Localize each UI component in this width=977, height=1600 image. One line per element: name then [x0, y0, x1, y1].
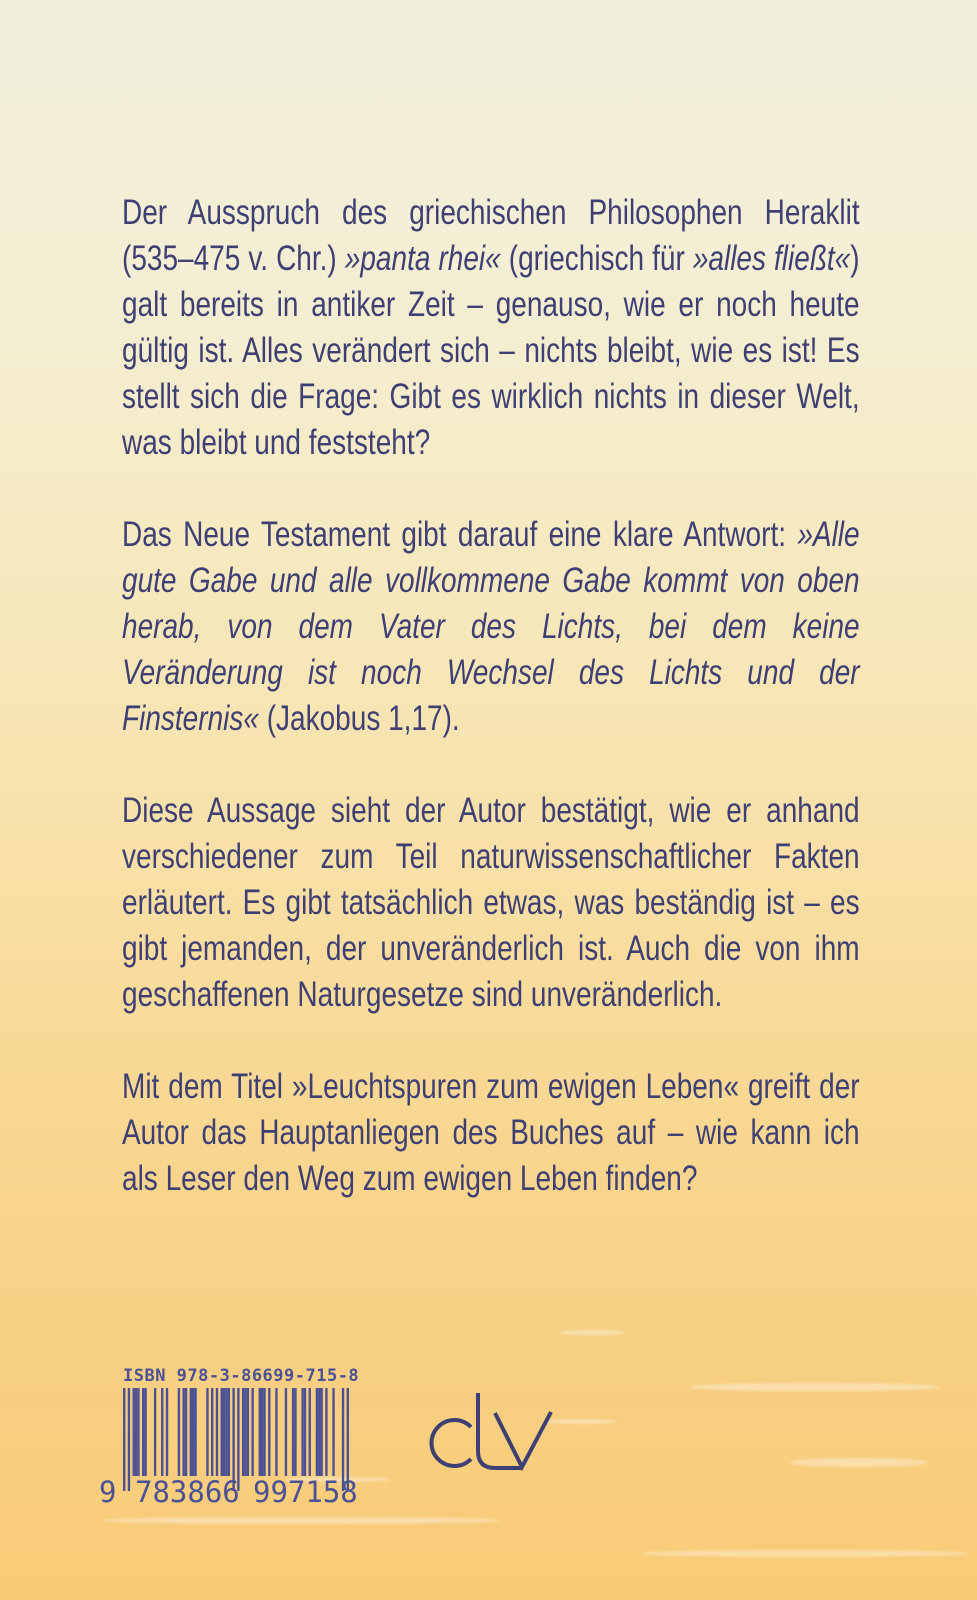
clv-letter-v	[495, 1412, 551, 1467]
italic-bible-quote: »Alle gute Gabe und alle vollkommene Gabe kommt von oben herab, von dem Vater des Lichts, bei dem keine Veränderung ist noch Wechsel des Lichts und der Finsternis«	[122, 515, 860, 738]
light-streak	[690, 1383, 940, 1391]
paragraph-heraklit	[122, 190, 860, 466]
blurb-text	[122, 190, 860, 1202]
italic-quote: »panta rhei«	[344, 239, 501, 278]
clv-publisher-logo	[425, 1385, 560, 1480]
italic-quote: »alles fließt«	[692, 239, 851, 278]
light-streak	[640, 1550, 970, 1557]
ean-digit-group: 997158	[253, 1475, 358, 1509]
paragraph-neues-testament	[122, 512, 860, 742]
light-streak	[102, 1517, 502, 1524]
ean-digit-group: 783866	[135, 1475, 240, 1509]
paragraph-buchtitel	[122, 1064, 860, 1202]
light-streak	[790, 1458, 928, 1467]
text-run: ) galt bereits in antiker Zeit – genauso, wie er noch heute gültig ist. Alles verändert sich – nichts bleibt, wie es ist! Es stellt sich die Frage: Gibt es wirklich nichts in dieser Welt, was bleibt und feststeht?	[122, 239, 860, 462]
ean-digit-group: 9	[99, 1475, 117, 1509]
paragraph-autor-aussage	[122, 788, 860, 1018]
light-streak	[560, 1330, 626, 1335]
text-run: Diese Aussage sieht der Autor bestätigt, wie er anhand verschiedener zum Teil naturwissenschaftlicher Fakten erläutert. Es gibt tatsächlich etwas, was beständig ist – es gibt jemanden, der unveränderlich ist. Auch die von ihm geschaffenen Naturgesetze sind unveränderlich.	[122, 791, 860, 1014]
text-run: Das Neue Testament gibt darauf eine klare Antwort:	[122, 515, 798, 554]
text-run: Der Ausspruch des griechischen Philosophen Heraklit (535–475 v. Chr.)	[122, 193, 860, 278]
text-run: (Jakobus 1,17).	[258, 699, 460, 738]
text-run: (griechisch für	[500, 239, 693, 278]
text-run: Mit dem Titel »Leuchtspuren zum ewigen Leben« greift der Autor das Hauptanliegen des Buches auf – wie kann ich als Leser den Weg zum ewigen Leben finden?	[122, 1067, 860, 1198]
isbn-barcode-block	[99, 1366, 383, 1516]
clv-letter-c	[431, 1420, 471, 1466]
isbn-label: ISBN 978-3-86699-715-8	[123, 1366, 360, 1386]
